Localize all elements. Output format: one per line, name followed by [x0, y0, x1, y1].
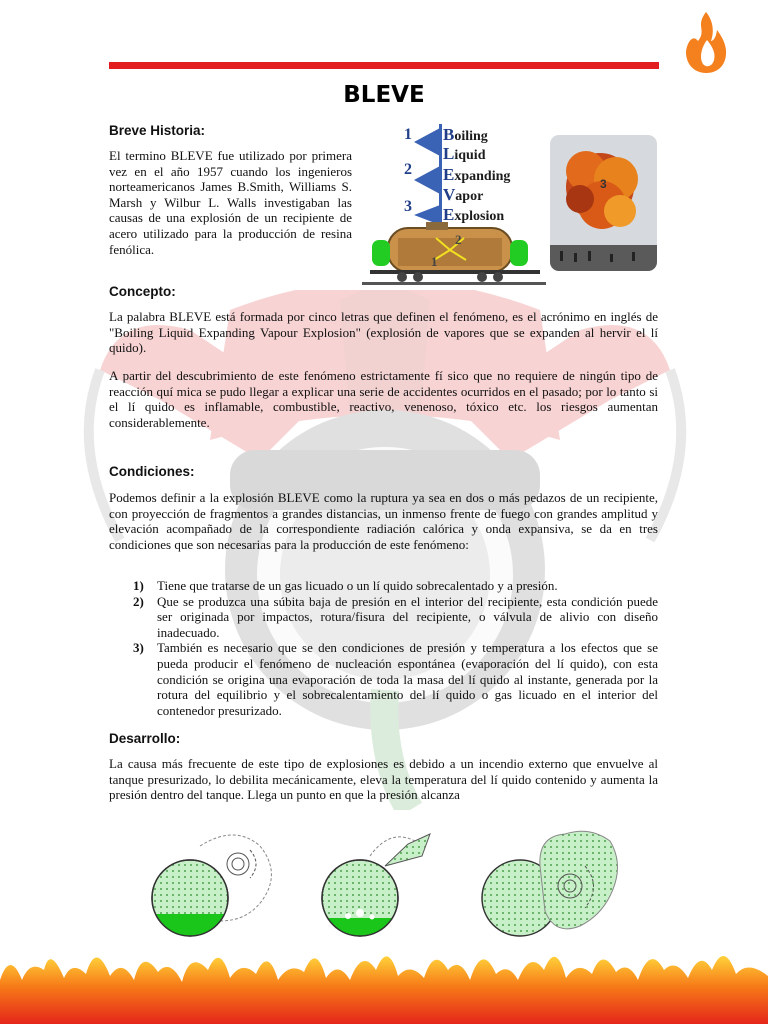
concepto-paragraph-1: La palabra BLEVE está formada por cinco letras que definen el fenómeno, es el acrónimo en inglés de "Boiling Liquid Expanding Vapour Explosion" (explosión de vapores que se expanden al hervir el lí quido). — [109, 309, 658, 356]
acronym-number-3: 3 — [404, 198, 412, 215]
acronym-boiling: Boiling — [443, 125, 488, 144]
concepto-paragraph-2: A partir del descubrimiento de este fenómeno estrictamente fí sico que no requiere de ningún tipo de reacción quí mica se pudo llegar a explicar una serie de accidentes ocurridos en el pasado; por lo tanto si el lí quido es inflamable, combustible, reactivo, venenoso, tóxico etc. los riesgos aumentan considerablemente. — [109, 368, 658, 430]
desarrollo-paragraph: La causa más frecuente de este tipo de explosiones es debido a un incendio externo que envuelve al tanque presurizado, lo debilita mecánicamente, eleva la temperatura del lí quido contenido y aumenta la presión dentro del tanque. Llega un punto en que la presión alcanza — [109, 756, 658, 803]
list-item: 1) Tiene que tratarse de un gas licuado o un lí quido sobrecalentado y a presión. — [133, 578, 558, 593]
header-red-rule — [109, 62, 659, 69]
page-title: BLEVE — [343, 82, 425, 108]
heading-concepto: Concepto: — [109, 284, 176, 299]
heading-desarrollo: Desarrollo: — [109, 731, 181, 746]
acronym-number-2: 2 — [404, 161, 412, 178]
acronym-expanding: Expanding — [443, 165, 511, 184]
acronym-liquid: Liquid — [443, 144, 486, 163]
tank-label-2: 2 — [455, 232, 462, 247]
tank-label-1: 1 — [431, 254, 438, 269]
list-item: 3) También es necesario que se den condiciones de presión y temperatura a los efectos que se pueda producir el fenómeno de nucleación espontánea (evaporación del lí quido), con esta condición se origina una evaporación de toda la masa del lí quido al instante, generada por la rotura del equilibrio y el sobrecalentamiento del lí quido o gas licuado en el interior del contenedor presurizado. — [133, 640, 658, 718]
condiciones-list — [109, 578, 658, 718]
acronym-vapor: Vapor — [443, 185, 484, 204]
bleve-stages-diagram — [140, 826, 640, 951]
historia-paragraph: El termino BLEVE fue utilizado por primera vez en el año 1957 cuando los ingenieros norteamericanos James B.Smith, Williams S. Marsh y Wilbur L. Walls investigaban las causas de una explosión de un recipiente de acero utilizado para la producción de resina fenólica. — [109, 148, 352, 257]
explosion-photo — [550, 135, 657, 271]
flame-logo-icon — [681, 10, 731, 74]
flames-border — [0, 940, 768, 1024]
condiciones-intro: Podemos definir a la explosión BLEVE como la ruptura ya sea en dos o más pedazos de un recipiente, con proyección de fragmentos a grandes distancias, un inmenso frente de fuego con grandes amplitud y elevación acompañado de la correspondiente radiación calórica y onda expansiva, se da en tres condiciones que son necesarias para la producción de este fenómeno: — [109, 490, 658, 552]
list-item: 2) Que se produzca una súbita baja de presión en el interior del recipiente, esta condición puede ser originada por impactos, rotura/fisura del recipiente, o válvula de alivio con diseño inadecuado. — [133, 593, 658, 640]
heading-breve-historia: Breve Historia: — [109, 123, 206, 138]
photo-label-3: 3 — [600, 177, 607, 191]
heading-condiciones: Condiciones: — [109, 464, 195, 479]
acronym-number-1: 1 — [404, 126, 412, 143]
acronym-explosion: Explosion — [443, 205, 505, 224]
